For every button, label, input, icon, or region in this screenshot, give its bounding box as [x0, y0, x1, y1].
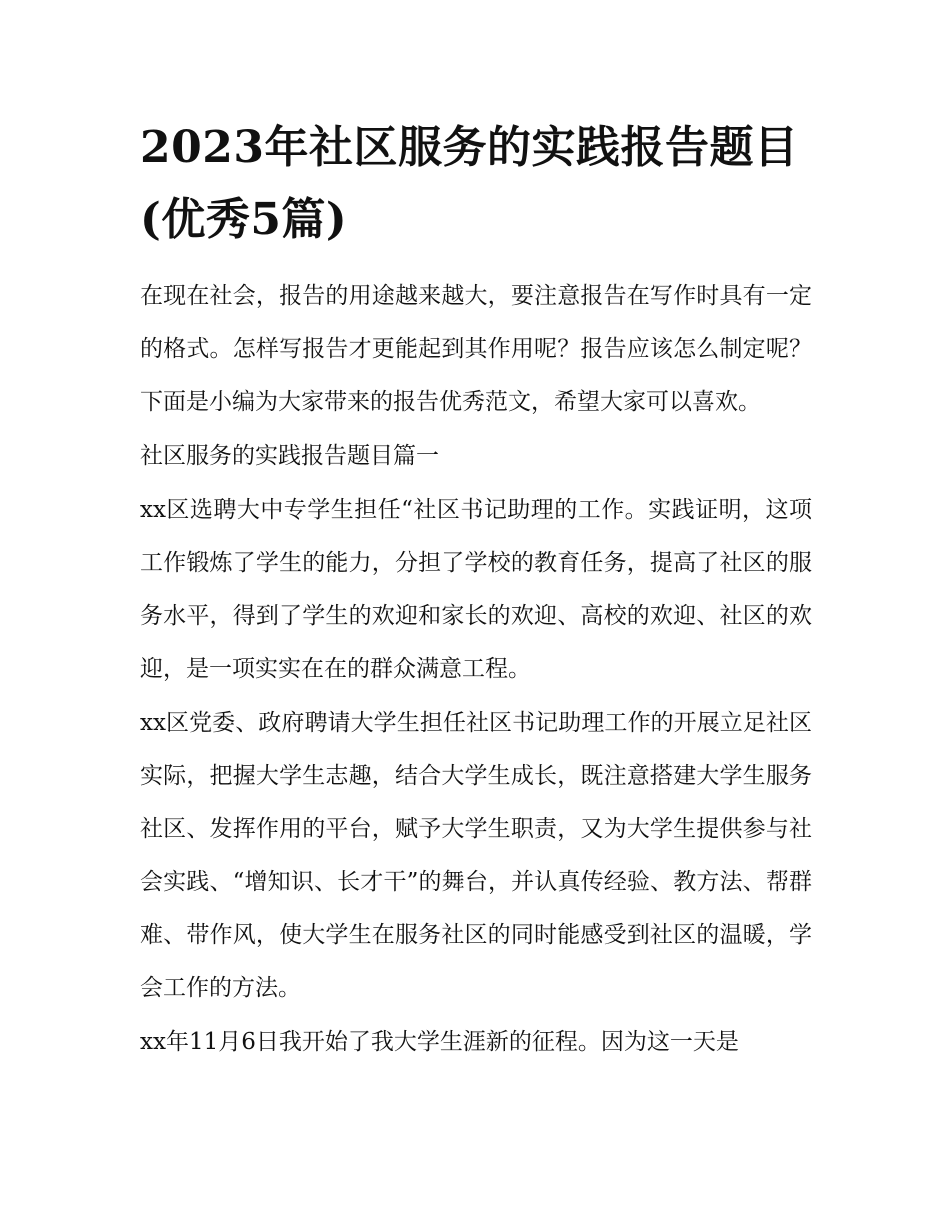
document-page	[140, 112, 812, 1069]
body-paragraph: xx区党委、政府聘请大学生担任社区书记助理工作的开展立足社区实际，把握大学生志趣，结合大学生成长，既注意搭建大学生服务社区、发挥作用的平台，赋予大学生职责，又为大学生提供参与社会实践、“增知识、长才干”的舞台，并认真传经验、教方法、帮群难、带作风，使大学生在服务社区的同时能感受到社区的温暖，学会工作的方法。	[140, 710, 812, 1001]
body-paragraph: xx区选聘大中专学生担任“社区书记助理的工作。实践证明，这项工作锻炼了学生的能力，分担了学校的教育任务，提高了社区的服务水平，得到了学生的欢迎和家长的欢迎、高校的欢迎、社区的欢迎，是一项实实在在的群众满意工程。	[140, 497, 812, 682]
intro-paragraph: 在现在社会，报告的用途越来越大，要注意报告在写作时具有一定的格式。怎样写报告才更能起到其作用呢？报告应该怎么制定呢？下面是小编为大家带来的报告优秀范文，希望大家可以喜欢。	[140, 283, 812, 415]
document-title: 2023年社区服务的实践报告题目(优秀5篇)	[140, 122, 799, 245]
body-paragraph: xx年11月6日我开始了我大学生涯新的征程。因为这一天是	[140, 1029, 739, 1055]
section-heading: 社区服务的实践报告题目篇一	[140, 443, 439, 469]
